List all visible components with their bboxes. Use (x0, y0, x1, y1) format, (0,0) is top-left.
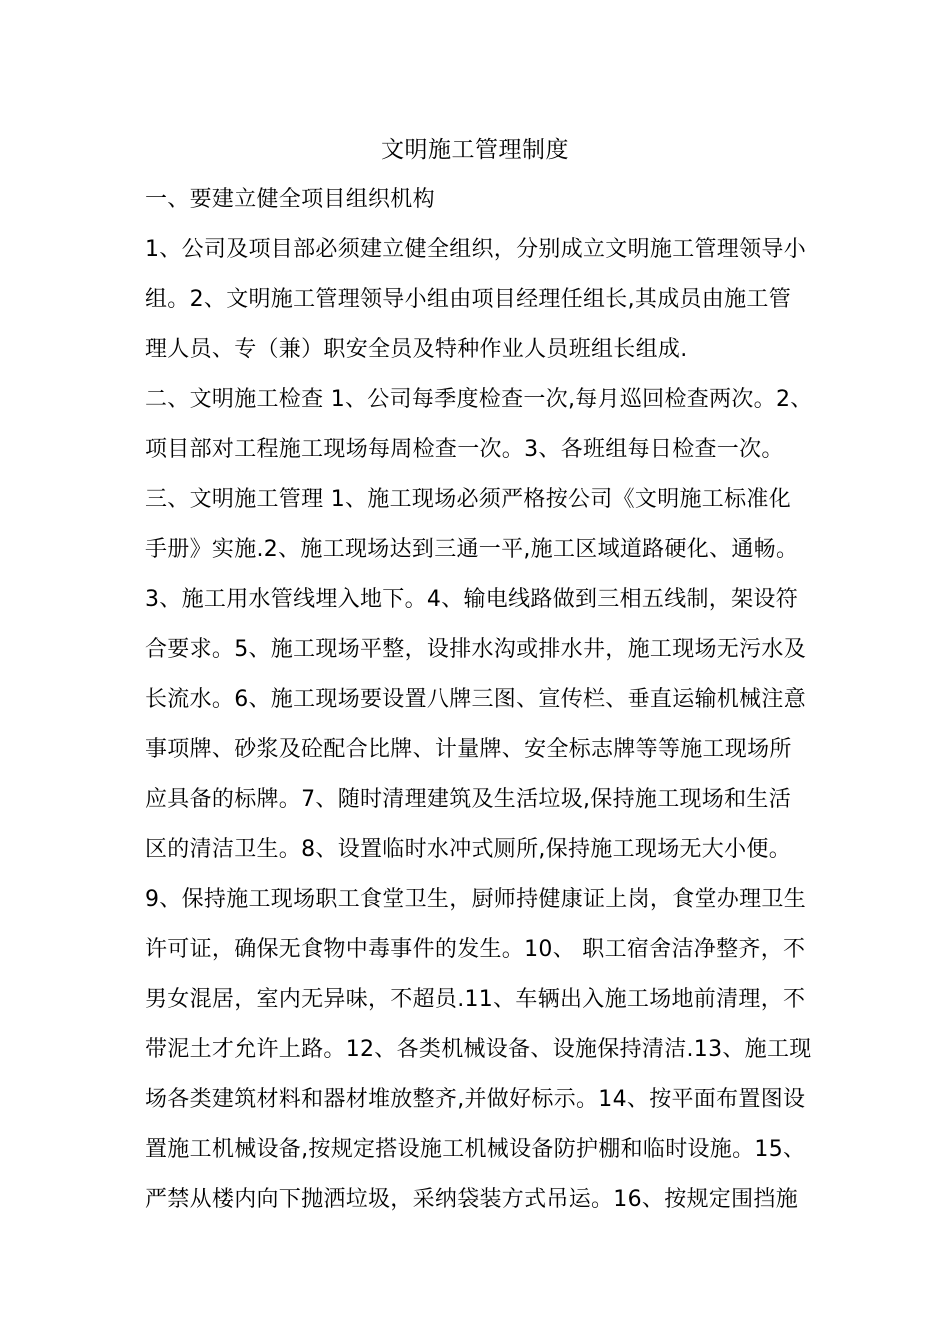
text-line: 手册》实施.2、施工现场达到三通一平,施工区域道路硬化、通畅。 (145, 537, 799, 562)
text-line: 事项牌、砂浆及砼配合比牌、计量牌、安全标志牌等等施工现场所 (145, 737, 792, 762)
text-line: 应具备的标牌。7、随时清理建筑及生活垃圾,保持施工现场和生活 (145, 787, 791, 812)
text-line: 男女混居，室内无异味，不超员.11、车辆出入施工场地前清理，不 (145, 987, 806, 1012)
text-line: 1、公司及项目部必须建立健全组织，分别成立文明施工管理领导小 (145, 237, 806, 262)
text-line: 三、文明施工管理 1、施工现场必须严格按公司《文明施工标准化 (145, 487, 791, 512)
text-line: 3、施工用水管线埋入地下。4、输电线路做到三相五线制，架设符 (145, 587, 798, 612)
document-title: 文明施工管理制度 (381, 137, 569, 163)
text-line: 带泥土才允许上路。12、各类机械设备、设施保持清洁.13、施工现 (145, 1037, 812, 1062)
text-line: 理人员、专（兼）职安全员及特种作业人员班组长组成. (145, 337, 688, 362)
text-line: 置施工机械设备,按规定搭设施工机械设备防护棚和临时设施。15、 (145, 1137, 806, 1162)
text-line: 项目部对工程施工现场每周检查一次。3、各班组每日检查一次。 (145, 437, 784, 462)
text-line: 长流水。6、施工现场要设置八牌三图、宣传栏、垂直运输机械注意 (145, 687, 806, 712)
text-line: 9、保持施工现场职工食堂卫生，厨师持健康证上岗，食堂办理卫生 (145, 887, 806, 912)
text-line: 组。2、文明施工管理领导小组由项目经理任组长,其成员由施工管 (145, 287, 791, 312)
text-line: 许可证，确保无食物中毒事件的发生。10、 职工宿舍洁净整齐，不 (145, 937, 806, 962)
text-line: 场各类建筑材料和器材堆放整齐,并做好标示。14、按平面布置图设 (145, 1087, 806, 1112)
text-line: 一、要建立健全项目组织机构 (145, 187, 435, 212)
text-line: 二、文明施工检查 1、公司每季度检查一次,每月巡回检查两次。2、 (145, 387, 813, 412)
text-line: 区的清洁卫生。8、设置临时水冲式厕所,保持施工现场无大小便。 (145, 837, 791, 862)
text-line: 合要求。5、施工现场平整，设排水沟或排水井，施工现场无污水及 (145, 637, 806, 662)
text-line: 严禁从楼内向下抛洒垃圾，采纳袋装方式吊运。16、按规定围挡施 (145, 1187, 798, 1212)
